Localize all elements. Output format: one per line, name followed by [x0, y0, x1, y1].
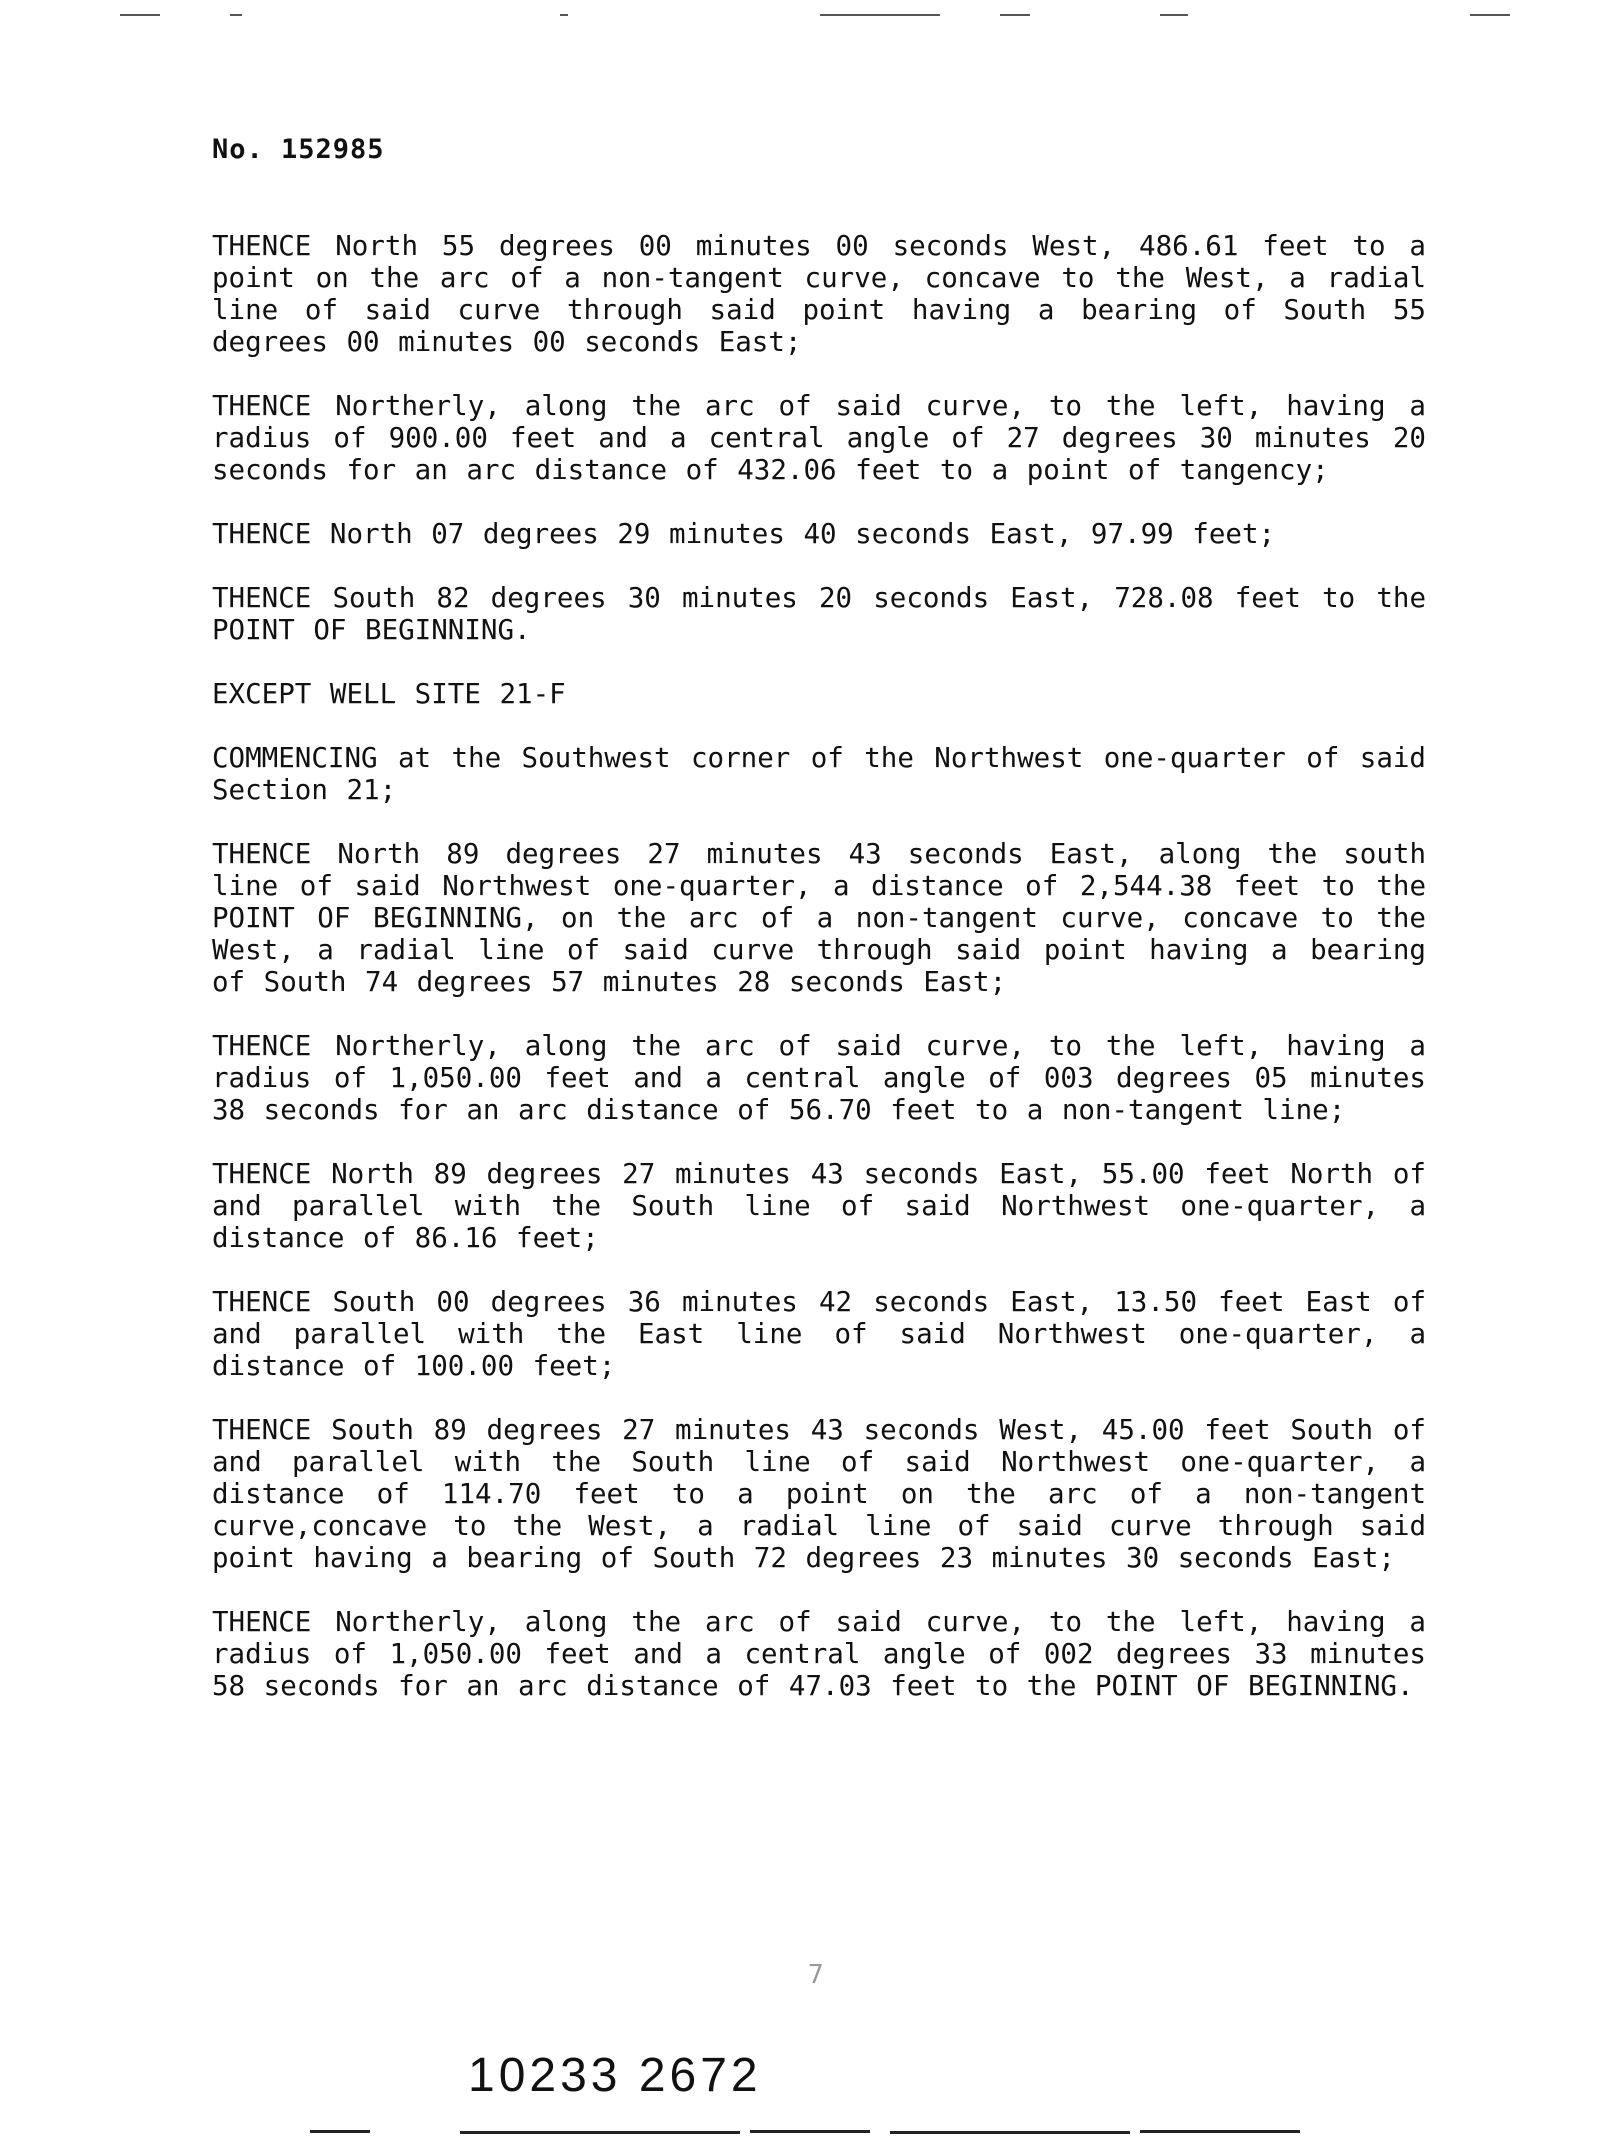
paragraph: THENCE North 89 degrees 27 minutes 43 seconds East, along the south line of said Northwest one-quarter, a distance of 2,544.38 feet to the POINT OF BEGINNING, on the arc of a non-tangent curve, concave to the West, a radial line of said curve through said point having a bearing of South 74 degrees 57 minutes 28 seconds East; [212, 838, 1426, 998]
paragraph: THENCE North 89 degrees 27 minutes 43 seconds East, 55.00 feet North of and parallel with the South line of said Northwest one-quarter, a distance of 86.16 feet; [212, 1158, 1426, 1254]
page-number: 7 [808, 1960, 824, 1990]
section-heading: EXCEPT WELL SITE 21-F [212, 678, 566, 710]
document-number: No. 152985 [212, 134, 385, 165]
paragraph: THENCE South 89 degrees 27 minutes 43 seconds West, 45.00 feet South of and parallel with the South line of said Northwest one-quarter, a distance of 114.70 feet to a point on the arc of a non-tangent curve,concave to the West, a radial line of said curve through said point having a bearing of South 72 degrees 23 minutes 30 seconds East; [212, 1414, 1426, 1574]
scan-artifact-bottom [310, 2128, 1470, 2136]
paragraph: THENCE South 82 degrees 30 minutes 20 seconds East, 728.08 feet to the POINT OF BEGINNING. [212, 582, 1426, 646]
scan-artifact-top [120, 14, 1520, 20]
paragraph: THENCE North 07 degrees 29 minutes 40 seconds East, 97.99 feet; [212, 518, 1276, 550]
paragraph: THENCE North 55 degrees 00 minutes 00 seconds West, 486.61 feet to a point on the arc of a non-tangent curve, concave to the West, a radial line of said curve through said point having a bearing of South 55 degrees 00 minutes 00 seconds East; [212, 230, 1426, 358]
legal-description [212, 230, 1426, 1734]
paragraph: THENCE Northerly, along the arc of said curve, to the left, having a radius of 1,050.00 feet and a central angle of 002 degrees 33 minutes 58 seconds for an arc distance of 47.03 feet to the POINT OF BEGINNING. [212, 1606, 1426, 1702]
paragraph: THENCE Northerly, along the arc of said curve, to the left, having a radius of 1,050.00 feet and a central angle of 003 degrees 05 minutes 38 seconds for an arc distance of 56.70 feet to a non-tangent line; [212, 1030, 1426, 1126]
paragraph: THENCE Northerly, along the arc of said curve, to the left, having a radius of 900.00 feet and a central angle of 27 degrees 30 minutes 20 seconds for an arc distance of 432.06 feet to a point of tangency; [212, 390, 1426, 486]
recording-stamp: 10233 2672 [468, 2049, 762, 2102]
paragraph: COMMENCING at the Southwest corner of the Northwest one-quarter of said Section 21; [212, 742, 1426, 806]
paragraph: THENCE South 00 degrees 36 minutes 42 seconds East, 13.50 feet East of and parallel with the East line of said Northwest one-quarter, a distance of 100.00 feet; [212, 1286, 1426, 1382]
